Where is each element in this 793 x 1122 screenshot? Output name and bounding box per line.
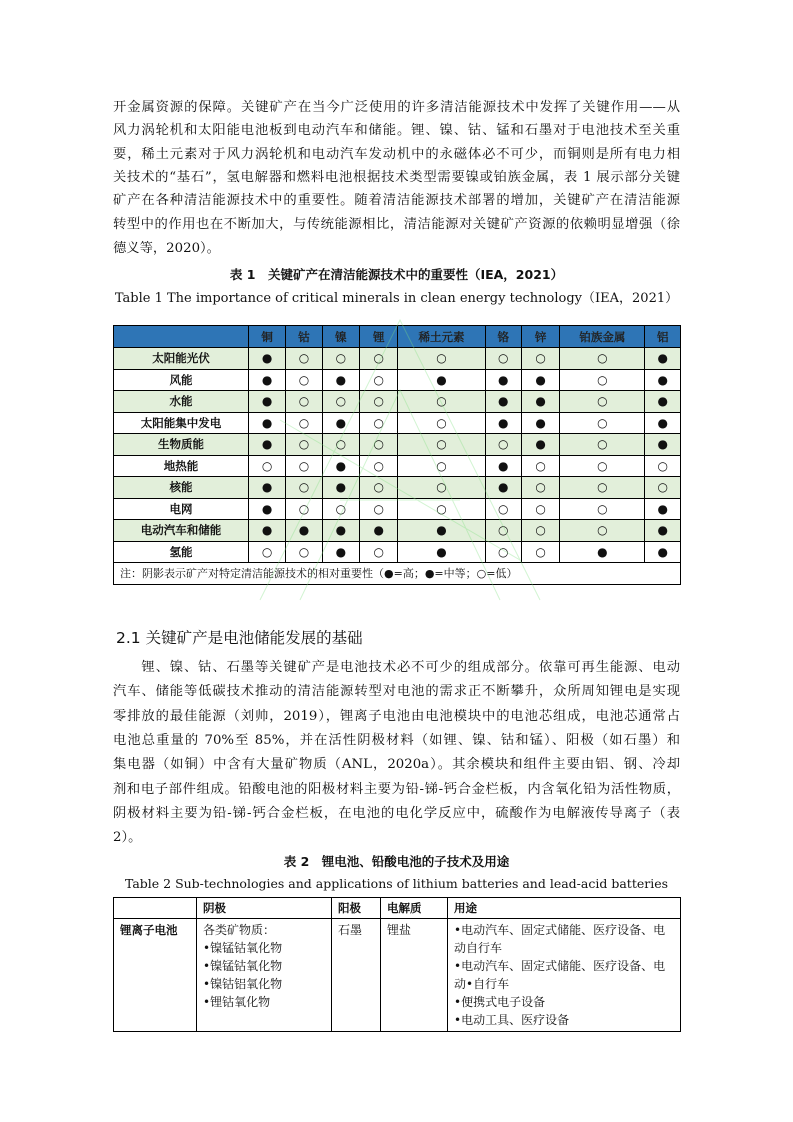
importance-mark: ○ — [521, 455, 559, 477]
watermark-graphic — [240, 300, 560, 620]
importance-mark: ● — [521, 434, 559, 456]
table2-caption-cn: 表 2 锂电池、铅酸电池的子技术及用途 — [283, 854, 510, 869]
importance-mark: ○ — [286, 391, 322, 413]
importance-mark: ○ — [286, 541, 322, 563]
t2-uses-cell — [448, 919, 681, 1032]
importance-mark: ● — [521, 391, 559, 413]
importance-mark: ● — [360, 520, 398, 542]
importance-mark: ○ — [322, 348, 359, 370]
importance-mark: ○ — [560, 412, 645, 434]
importance-mark: ○ — [560, 477, 645, 499]
row-label: 氢能 — [114, 541, 249, 563]
t2-electrolyte-cell: 锂盐 — [381, 919, 448, 1032]
t2-col-cathode: 阴极 — [197, 898, 332, 919]
importance-mark: ○ — [560, 369, 645, 391]
importance-mark: ● — [248, 348, 285, 370]
text-line: 转型中的作用也在不断加大，与传统能源相比，清洁能源对关键矿产资源的依赖明显增强（徐 — [113, 217, 680, 232]
row-label: 太阳能光伏 — [114, 348, 249, 370]
importance-mark: ● — [248, 369, 285, 391]
t1-col-header: 镍 — [322, 326, 359, 348]
importance-mark: ○ — [286, 455, 322, 477]
t2-col-anode: 阳极 — [332, 898, 381, 919]
importance-mark: ○ — [248, 541, 285, 563]
table2-caption-en: Table 2 Sub-technologies and applications of lithium batteries and lead-acid batteries — [124, 876, 669, 891]
importance-mark: ● — [560, 541, 645, 563]
importance-mark: ○ — [560, 520, 645, 542]
importance-mark: ○ — [286, 348, 322, 370]
importance-mark: ○ — [521, 541, 559, 563]
importance-mark: ● — [645, 369, 681, 391]
importance-mark: ● — [286, 520, 322, 542]
importance-mark: ● — [485, 369, 521, 391]
importance-mark: ● — [645, 348, 681, 370]
importance-mark: ● — [322, 541, 359, 563]
importance-mark: ● — [645, 412, 681, 434]
importance-mark: ○ — [322, 434, 359, 456]
t1-col-header: 稀土元素 — [398, 326, 485, 348]
importance-mark: ● — [248, 434, 285, 456]
importance-mark: ● — [248, 391, 285, 413]
importance-mark: ○ — [560, 498, 645, 520]
importance-mark: ● — [485, 455, 521, 477]
text-line: 开金属资源的保障。关键矿产在当今广泛使用的许多清洁能源技术中发挥了关键作用——从 — [113, 100, 680, 115]
importance-mark: ○ — [248, 455, 285, 477]
row-label: 电动汽车和储能 — [114, 520, 249, 542]
importance-mark: ○ — [485, 498, 521, 520]
importance-mark: ○ — [322, 391, 359, 413]
importance-mark: ● — [645, 520, 681, 542]
importance-mark: ○ — [521, 348, 559, 370]
importance-mark: ● — [398, 369, 485, 391]
importance-mark: ○ — [286, 477, 322, 499]
importance-mark: ● — [248, 520, 285, 542]
section-heading: 2.1 关键矿产是电池储能发展的基础 — [116, 629, 363, 647]
importance-mark: ● — [322, 455, 359, 477]
importance-mark: ○ — [360, 541, 398, 563]
row-label: 地热能 — [114, 455, 249, 477]
row-label: 风能 — [114, 369, 249, 391]
importance-mark: ● — [521, 369, 559, 391]
importance-mark: ○ — [360, 391, 398, 413]
importance-mark: ○ — [560, 391, 645, 413]
importance-mark: ○ — [645, 477, 681, 499]
importance-mark: ○ — [560, 348, 645, 370]
importance-mark: ○ — [322, 498, 359, 520]
importance-mark: ● — [248, 412, 285, 434]
use-item: •电动汽车、固定式储能、医疗设备、电动•自行车 — [454, 959, 666, 991]
importance-mark: ○ — [360, 498, 398, 520]
importance-mark: ○ — [521, 477, 559, 499]
importance-mark: ● — [485, 412, 521, 434]
text-line: 零排放的最佳能源（刘帅，2019），锂离子电池由电池模块中的电池芯组成，电池芯通常占 — [113, 708, 680, 724]
t1-col-header: 钴 — [286, 326, 322, 348]
importance-mark: ● — [322, 412, 359, 434]
row-label: 水能 — [114, 391, 249, 413]
use-item: •电动工具、医疗设备 — [454, 1013, 570, 1027]
importance-mark: ○ — [485, 541, 521, 563]
importance-mark: ○ — [398, 477, 485, 499]
t2-col-blank — [114, 898, 197, 919]
importance-mark: ○ — [398, 455, 485, 477]
importance-mark: ○ — [360, 412, 398, 434]
importance-mark: ● — [485, 391, 521, 413]
importance-mark: ● — [248, 498, 285, 520]
importance-mark: ○ — [398, 412, 485, 434]
importance-mark: ○ — [521, 520, 559, 542]
importance-mark: ○ — [560, 434, 645, 456]
table1-caption-cn: 表 1 关键矿产在清洁能源技术中的重要性（IEA，2021） — [229, 267, 564, 282]
t2-cathode-cell — [197, 919, 332, 1032]
importance-mark: ● — [398, 541, 485, 563]
importance-mark: ● — [645, 434, 681, 456]
use-item: •电动汽车、固定式储能、医疗设备、电动自行车 — [454, 923, 666, 955]
text-line: 矿产在各种清洁能源技术中的重要性。随着清洁能源技术部署的增加，关键矿产在清洁能源 — [113, 193, 680, 208]
row-label: 电网 — [114, 498, 249, 520]
importance-mark: ○ — [286, 498, 322, 520]
importance-mark: ○ — [286, 412, 322, 434]
table-note: 注：阴影表示矿产对特定清洁能源技术的相对重要性（●=高；●=中等；○=低） — [114, 563, 681, 585]
importance-mark: ● — [521, 412, 559, 434]
importance-mark: ○ — [398, 434, 485, 456]
importance-mark: ○ — [485, 348, 521, 370]
text-line: 电池总重量的 70%至 85%，并在活性阴极材料（如锂、镍、钴和锰）、阳极（如石墨）和 — [113, 732, 680, 748]
importance-mark: ○ — [286, 434, 322, 456]
importance-mark: ○ — [286, 369, 322, 391]
t1-col-header: 铜 — [248, 326, 285, 348]
importance-mark: ○ — [398, 391, 485, 413]
importance-mark: ● — [322, 369, 359, 391]
t1-col-header: 锌 — [521, 326, 559, 348]
cathode-item: •镍锰钴氧化物 — [203, 959, 283, 973]
t1-col-header: 铂族金属 — [560, 326, 645, 348]
text-line: 要，稀土元素对于风力涡轮机和电动汽车发动机中的永磁体必不可少，而铜则是所有电力相 — [113, 147, 680, 162]
text-line: 集电器（如铜）中含有大量矿物质（ANL，2020a）。其余模块和组件主要由铝、钢、冷却 — [113, 757, 680, 773]
importance-mark: ● — [645, 391, 681, 413]
importance-mark: ● — [398, 520, 485, 542]
importance-mark: ○ — [521, 498, 559, 520]
text-line: 阴极材料主要为铅-锑-钙合金栏板，在电池的电化学反应中，硫酸作为电解液传导离子（表 — [113, 805, 680, 821]
importance-mark: ○ — [360, 477, 398, 499]
t2-row-label: 锂离子电池 — [114, 919, 197, 1032]
cathode-item: 各类矿物质： — [203, 923, 276, 937]
importance-mark: ● — [645, 498, 681, 520]
importance-mark: ○ — [360, 348, 398, 370]
row-label: 核能 — [114, 477, 249, 499]
importance-mark: ○ — [485, 434, 521, 456]
importance-mark: ○ — [360, 434, 398, 456]
table-row — [114, 919, 681, 1032]
cathode-item: •镍钴铝氧化物 — [203, 977, 283, 991]
text-line: 锂、镍、钴、石墨等关键矿产是电池技术必不可少的组成部分。依靠可再生能源、电动 — [113, 660, 680, 675]
importance-mark: ○ — [645, 455, 681, 477]
text-line: 关技术的“基石”，氢电解器和燃料电池根据技术类型需要镍或铂族金属，表 1 展示部分关键 — [113, 170, 680, 185]
cathode-item: •锂钴氧化物 — [203, 995, 271, 1009]
importance-mark: ○ — [360, 369, 398, 391]
t1-col-header: 铬 — [485, 326, 521, 348]
importance-mark: ○ — [485, 520, 521, 542]
row-label: 生物质能 — [114, 434, 249, 456]
importance-mark: ○ — [398, 498, 485, 520]
table1-caption-en: Table 1 The importance of critical minerals in clean energy technology（IEA，2021） — [114, 291, 679, 306]
importance-mark: ○ — [398, 348, 485, 370]
t2-col-uses: 用途 — [448, 898, 681, 919]
importance-mark: ● — [248, 477, 285, 499]
importance-mark: ○ — [560, 455, 645, 477]
text-line: 风力涡轮机和太阳能电池板到电动汽车和储能。锂、镍、钴、锰和石墨对于电池技术至关重 — [113, 123, 680, 138]
t1-col-header: 铝 — [645, 326, 681, 348]
text-line: 德义等，2020）。 — [113, 241, 220, 256]
row-label: 太阳能集中发电 — [114, 412, 249, 434]
text-line: 2）。 — [113, 830, 142, 846]
importance-mark: ● — [322, 520, 359, 542]
cathode-item: •镍锰钴氧化物 — [203, 941, 283, 955]
importance-mark: ● — [645, 541, 681, 563]
t2-anode-cell: 石墨 — [332, 919, 381, 1032]
importance-mark: ● — [485, 477, 521, 499]
importance-mark: ● — [322, 477, 359, 499]
text-line: 汽车、储能等低碳技术推动的清洁能源转型对电池的需求正不断攀升，众所周知锂电是实现 — [113, 684, 680, 700]
use-item: •便携式电子设备 — [454, 995, 546, 1009]
table-2 — [113, 897, 681, 1032]
importance-mark: ○ — [360, 455, 398, 477]
t1-col-header — [114, 326, 249, 348]
t1-col-header: 锂 — [360, 326, 398, 348]
t2-col-electrolyte: 电解质 — [381, 898, 448, 919]
text-line: 剂和电子部件组成。铅酸电池的阳极材料主要为铅-锑-钙合金栏板，内含氧化铅为活性物质， — [113, 781, 680, 797]
